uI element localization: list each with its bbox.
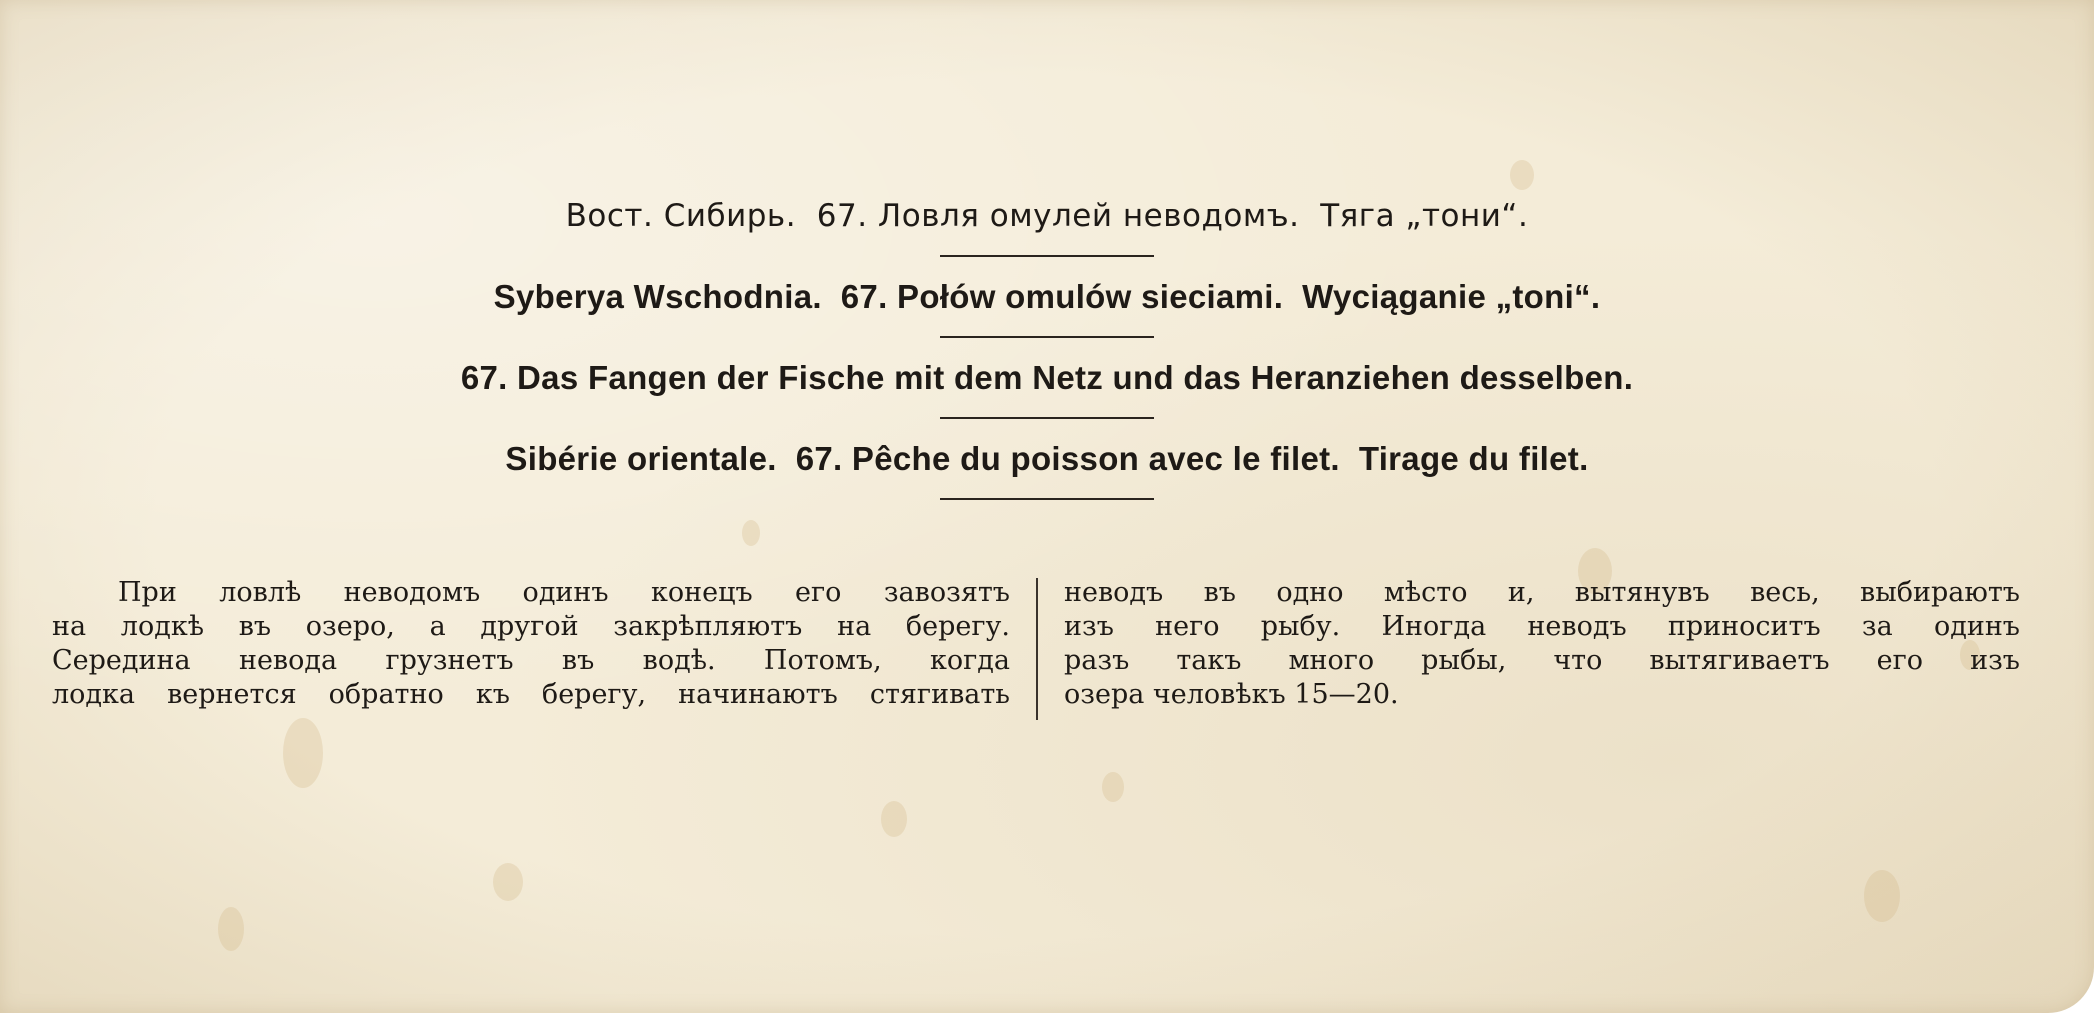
foxing-spot	[283, 718, 323, 788]
foxing-spot	[881, 801, 907, 837]
divider-rule	[940, 255, 1154, 257]
foxing-spot	[493, 863, 523, 901]
divider-rule	[940, 417, 1154, 419]
foxing-spot	[1864, 870, 1900, 922]
description-line: При ловлѣ неводомъ одинъ конецъ его завозятъ	[118, 577, 1010, 608]
divider-rule	[940, 336, 1154, 338]
description-line: на лодкѣ въ озеро, а другой закрѣпляютъ на берегу.	[52, 611, 1010, 642]
divider-rule	[940, 498, 1154, 500]
caption-german: 67. Das Fangen der Fische mit dem Netz und das Heranziehen desselben.	[460, 359, 1634, 396]
caption-polish: Syberya Wschodnia. 67. Połów omulów sieciami. Wyciąganie „toni“.	[493, 278, 1601, 315]
description-line: лодка вернется обратно къ берегу, начинаютъ стягивать	[52, 679, 1010, 710]
foxing-spot	[1102, 772, 1124, 802]
description-left-column	[52, 576, 1010, 712]
description-line: разъ такъ много рыбы, что вытягиваетъ его изъ	[1064, 645, 2020, 676]
caption-block	[0, 196, 2094, 520]
caption-french: Sibérie orientale. 67. Pêche du poisson avec le filet. Tirage du filet.	[505, 440, 1589, 477]
column-divider	[1036, 578, 1038, 720]
description-line: Середина невода грузнетъ въ водѣ. Потомъ, когда	[52, 645, 1010, 676]
description-line: озера человѣкъ 15—20.	[1064, 679, 1399, 710]
foxing-spot	[1510, 160, 1534, 190]
foxing-spot	[218, 907, 244, 951]
description-line: неводъ въ одно мѣсто и, вытянувъ весь, выбираютъ	[1064, 577, 2020, 608]
description-line: изъ него рыбу. Иногда неводъ приноситъ за одинъ	[1064, 611, 2020, 642]
foxing-spot	[742, 520, 760, 546]
caption-russian: Вост. Сибирь. 67. Ловля омулей неводомъ. Тяга „тони“.	[565, 198, 1529, 234]
description-right-column	[1064, 576, 2020, 712]
